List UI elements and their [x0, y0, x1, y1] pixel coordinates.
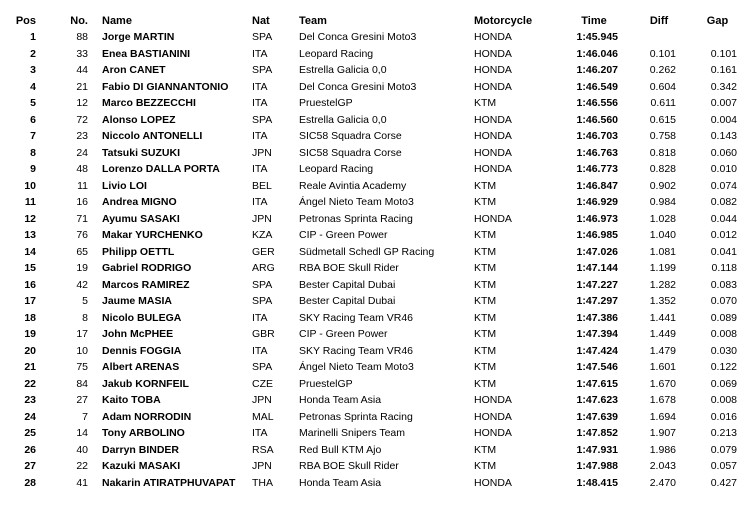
cell-team: RBA BOE Skull Rider [299, 460, 399, 473]
cell-team: PruestelGP [299, 97, 353, 110]
cell-time: 1:47.394 [576, 328, 618, 341]
cell-motorcycle: KTM [474, 196, 497, 209]
cell-gap: 0.041 [710, 245, 737, 258]
table-row [0, 161, 745, 178]
cell-diff: 1.352 [649, 295, 676, 308]
cell-motorcycle: KTM [474, 295, 497, 308]
cell-team: Leopard Racing [299, 47, 374, 60]
cell-diff: 0.818 [649, 146, 676, 159]
table-row [0, 442, 745, 459]
cell-name: Enea BASTIANINI [102, 47, 191, 60]
cell-no: 17 [76, 328, 88, 341]
table-row [0, 145, 745, 162]
table-row [0, 29, 745, 46]
cell-time: 1:48.415 [576, 476, 618, 489]
cell-team: Marinelli Snipers Team [299, 427, 406, 440]
cell-pos: 22 [24, 377, 36, 390]
cell-nat: ITA [252, 344, 268, 357]
cell-diff: 1.670 [649, 377, 676, 390]
cell-no: 65 [76, 245, 88, 258]
cell-pos: 12 [24, 212, 36, 225]
table-row [0, 244, 745, 261]
cell-gap: 0.016 [710, 410, 737, 423]
cell-time: 1:47.386 [576, 311, 618, 324]
cell-diff: 0.101 [649, 47, 676, 60]
cell-motorcycle: KTM [474, 229, 497, 242]
cell-team: Del Conca Gresini Moto3 [299, 31, 417, 44]
cell-pos: 28 [24, 476, 36, 489]
cell-nat: GER [252, 245, 275, 258]
table-row [0, 112, 745, 129]
cell-no: 21 [76, 80, 88, 93]
cell-team: Red Bull KTM Ajo [299, 443, 382, 456]
cell-pos: 24 [24, 410, 36, 423]
cell-nat: ITA [252, 47, 268, 60]
cell-time: 1:47.424 [576, 344, 618, 357]
cell-time: 1:46.046 [576, 47, 618, 60]
cell-time: 1:46.763 [576, 146, 618, 159]
cell-team: Estrella Galicia 0,0 [299, 64, 387, 77]
cell-motorcycle: HONDA [474, 427, 512, 440]
cell-nat: MAL [252, 410, 274, 423]
cell-diff: 1.907 [649, 427, 676, 440]
cell-pos: 8 [30, 146, 36, 159]
cell-pos: 27 [24, 460, 36, 473]
cell-motorcycle: HONDA [474, 212, 512, 225]
cell-name: Darryn BINDER [102, 443, 180, 456]
cell-motorcycle: HONDA [474, 476, 512, 489]
cell-nat: ITA [252, 130, 268, 143]
cell-diff: 1.678 [649, 394, 676, 407]
cell-no: 75 [76, 361, 88, 374]
cell-team: PruestelGP [299, 377, 353, 390]
cell-nat: ITA [252, 311, 268, 324]
cell-nat: SPA [252, 361, 273, 374]
cell-no: 23 [76, 130, 88, 143]
header-team: Team [299, 14, 327, 27]
results-table [0, 12, 745, 491]
table-row [0, 392, 745, 409]
table-row [0, 409, 745, 426]
cell-pos: 10 [24, 179, 36, 192]
table-row [0, 227, 745, 244]
cell-pos: 13 [24, 229, 36, 242]
cell-no: 44 [76, 64, 88, 77]
cell-no: 84 [76, 377, 88, 390]
cell-nat: GBR [252, 328, 275, 341]
header-row [0, 12, 745, 29]
cell-gap: 0.213 [710, 427, 737, 440]
cell-name: Tatsuki SUZUKI [102, 146, 180, 159]
cell-time: 1:46.973 [576, 212, 618, 225]
cell-diff: 1.694 [649, 410, 676, 423]
cell-motorcycle: HONDA [474, 146, 512, 159]
cell-time: 1:47.852 [576, 427, 618, 440]
cell-no: 7 [82, 410, 88, 423]
cell-diff: 2.043 [649, 460, 676, 473]
cell-time: 1:47.639 [576, 410, 618, 423]
cell-time: 1:47.623 [576, 394, 618, 407]
cell-gap: 0.074 [710, 179, 737, 192]
cell-no: 41 [76, 476, 88, 489]
cell-nat: SPA [252, 31, 273, 44]
cell-pos: 25 [24, 427, 36, 440]
cell-nat: ITA [252, 196, 268, 209]
cell-name: John McPHEE [102, 328, 174, 341]
cell-nat: KZA [252, 229, 273, 242]
cell-pos: 20 [24, 344, 36, 357]
cell-pos: 3 [30, 64, 36, 77]
cell-no: 48 [76, 163, 88, 176]
cell-diff: 1.441 [649, 311, 676, 324]
cell-team: SKY Racing Team VR46 [299, 311, 414, 324]
cell-no: 16 [76, 196, 88, 209]
cell-no: 71 [76, 212, 88, 225]
cell-gap: 0.079 [710, 443, 737, 456]
cell-pos: 6 [30, 113, 36, 126]
cell-motorcycle: HONDA [474, 163, 512, 176]
cell-gap: 0.427 [710, 476, 737, 489]
table-row [0, 79, 745, 96]
cell-motorcycle: KTM [474, 262, 497, 275]
cell-time: 1:47.546 [576, 361, 618, 374]
cell-motorcycle: KTM [474, 443, 497, 456]
cell-team: Del Conca Gresini Moto3 [299, 80, 417, 93]
cell-time: 1:46.556 [576, 97, 618, 110]
cell-no: 22 [76, 460, 88, 473]
cell-team: Estrella Galicia 0,0 [299, 113, 387, 126]
cell-no: 8 [82, 311, 88, 324]
table-row [0, 178, 745, 195]
cell-name: Marcos RAMIREZ [102, 278, 190, 291]
cell-nat: SPA [252, 278, 273, 291]
cell-name: Andrea MIGNO [102, 196, 177, 209]
cell-name: Livio LOI [102, 179, 147, 192]
cell-time: 1:47.931 [576, 443, 618, 456]
header-no: No. [70, 14, 88, 27]
cell-no: 42 [76, 278, 88, 291]
cell-no: 19 [76, 262, 88, 275]
cell-motorcycle: KTM [474, 311, 497, 324]
cell-nat: JPN [252, 460, 272, 473]
cell-no: 27 [76, 394, 88, 407]
cell-name: Nakarin ATIRATPHUVAPAT [102, 476, 236, 489]
cell-team: Petronas Sprinta Racing [299, 212, 413, 225]
cell-diff: 1.040 [649, 229, 676, 242]
cell-name: Kazuki MASAKI [102, 460, 181, 473]
cell-gap [688, 29, 745, 46]
cell-team: RBA BOE Skull Rider [299, 262, 399, 275]
cell-gap: 0.118 [711, 262, 737, 275]
cell-team: SKY Racing Team VR46 [299, 344, 414, 357]
cell-motorcycle: HONDA [474, 130, 512, 143]
cell-pos: 23 [24, 394, 36, 407]
table-row [0, 194, 745, 211]
header-motorcycle: Motorcycle [474, 14, 533, 27]
cell-time: 1:45.945 [576, 31, 618, 44]
cell-name: Marco BEZZECCHI [102, 97, 196, 110]
table-row [0, 310, 745, 327]
cell-pos: 26 [24, 443, 36, 456]
cell-name: Ayumu SASAKI [102, 212, 180, 225]
cell-gap: 0.004 [710, 113, 737, 126]
cell-nat: JPN [252, 212, 272, 225]
cell-nat: CZE [252, 377, 273, 390]
results-header [0, 12, 745, 29]
cell-gap: 0.060 [710, 146, 737, 159]
cell-pos: 4 [30, 80, 36, 93]
cell-time: 1:47.988 [576, 460, 618, 473]
cell-gap: 0.101 [710, 47, 737, 60]
header-gap: Gap [706, 14, 729, 27]
cell-team: Honda Team Asia [299, 476, 382, 489]
cell-pos: 14 [24, 245, 36, 258]
cell-motorcycle: KTM [474, 344, 497, 357]
cell-nat: JPN [252, 146, 272, 159]
cell-no: 40 [76, 443, 88, 456]
cell-time: 1:46.929 [576, 196, 618, 209]
cell-team: Bester Capital Dubai [299, 278, 396, 291]
table-row [0, 326, 745, 343]
cell-time: 1:47.227 [576, 278, 618, 291]
cell-team: Reale Avintia Academy [299, 179, 407, 192]
cell-pos: 2 [30, 47, 36, 60]
cell-pos: 16 [24, 278, 36, 291]
cell-name: Makar YURCHENKO [102, 229, 203, 242]
cell-diff: 0.604 [649, 80, 676, 93]
cell-motorcycle: HONDA [474, 394, 512, 407]
cell-gap: 0.012 [710, 229, 737, 242]
cell-nat: JPN [252, 394, 272, 407]
cell-team: CIP - Green Power [299, 328, 388, 341]
table-row [0, 46, 745, 63]
cell-team: Südmetall Schedl GP Racing [299, 245, 435, 258]
cell-nat: SPA [252, 64, 273, 77]
cell-nat: ITA [252, 427, 268, 440]
cell-motorcycle: HONDA [474, 47, 512, 60]
cell-diff: 1.986 [649, 443, 676, 456]
table-row [0, 359, 745, 376]
cell-no: 88 [76, 31, 88, 44]
cell-time: 1:46.985 [576, 229, 618, 242]
cell-diff: 1.449 [649, 328, 676, 341]
cell-gap: 0.007 [710, 97, 737, 110]
table-row [0, 293, 745, 310]
cell-nat: BEL [252, 179, 272, 192]
cell-diff: 0.902 [649, 179, 676, 192]
cell-motorcycle: HONDA [474, 80, 512, 93]
cell-name: Adam NORRODIN [102, 410, 192, 423]
cell-nat: RSA [252, 443, 274, 456]
cell-team: SIC58 Squadra Corse [299, 130, 402, 143]
table-row [0, 95, 745, 112]
table-row [0, 376, 745, 393]
table-row [0, 128, 745, 145]
cell-nat: SPA [252, 113, 273, 126]
cell-motorcycle: HONDA [474, 113, 512, 126]
cell-pos: 11 [24, 196, 36, 209]
cell-no: 33 [76, 47, 88, 60]
cell-pos: 1 [30, 31, 36, 44]
cell-name: Jaume MASIA [102, 295, 173, 308]
cell-diff: 0.262 [649, 64, 676, 77]
cell-team: SIC58 Squadra Corse [299, 146, 402, 159]
cell-nat: THA [252, 476, 273, 489]
table-row [0, 211, 745, 228]
cell-gap: 0.342 [710, 80, 737, 93]
cell-gap: 0.082 [710, 196, 737, 209]
cell-team: CIP - Green Power [299, 229, 388, 242]
cell-motorcycle: KTM [474, 179, 497, 192]
cell-diff: 1.081 [649, 245, 676, 258]
cell-time: 1:47.615 [576, 377, 618, 390]
cell-name: Albert ARENAS [102, 361, 180, 374]
cell-name: Jakub KORNFEIL [102, 377, 189, 390]
header-diff: Diff [649, 14, 669, 27]
cell-pos: 21 [24, 361, 36, 374]
cell-nat: SPA [252, 295, 273, 308]
cell-diff: 1.601 [649, 361, 676, 374]
cell-gap: 0.030 [710, 344, 737, 357]
cell-name: Nicolo BULEGA [102, 311, 182, 324]
table-row [0, 475, 745, 492]
cell-nat: ITA [252, 97, 268, 110]
cell-diff: 1.028 [649, 212, 676, 225]
cell-name: Dennis FOGGIA [102, 344, 182, 357]
cell-name: Gabriel RODRIGO [102, 262, 192, 275]
cell-no: 24 [76, 146, 88, 159]
cell-team: Bester Capital Dubai [299, 295, 396, 308]
cell-motorcycle: KTM [474, 97, 497, 110]
table-row [0, 458, 745, 475]
cell-no: 10 [76, 344, 88, 357]
table-row [0, 343, 745, 360]
cell-diff [630, 29, 688, 46]
cell-gap: 0.143 [710, 130, 737, 143]
cell-no: 11 [77, 179, 88, 192]
cell-name: Jorge MARTIN [102, 31, 175, 44]
cell-pos: 5 [30, 97, 36, 110]
cell-time: 1:46.560 [576, 113, 618, 126]
cell-time: 1:46.847 [576, 179, 618, 192]
cell-motorcycle: HONDA [474, 64, 512, 77]
cell-diff: 0.615 [649, 113, 676, 126]
cell-diff: 0.828 [649, 163, 676, 176]
cell-gap: 0.008 [710, 328, 737, 341]
cell-name: Aron CANET [102, 64, 166, 77]
cell-motorcycle: KTM [474, 361, 497, 374]
cell-motorcycle: KTM [474, 278, 497, 291]
cell-motorcycle: KTM [474, 377, 497, 390]
cell-name: Alonso LOPEZ [102, 113, 176, 126]
table-row [0, 277, 745, 294]
header-pos: Pos [15, 14, 36, 27]
cell-time: 1:46.703 [576, 130, 618, 143]
cell-name: Niccolo ANTONELLI [102, 130, 203, 143]
cell-team: Ángel Nieto Team Moto3 [299, 196, 414, 209]
cell-name: Philipp OETTL [102, 245, 175, 258]
cell-time: 1:46.549 [576, 80, 618, 93]
header-name: Name [102, 14, 132, 27]
cell-gap: 0.057 [710, 460, 737, 473]
cell-gap: 0.161 [710, 64, 737, 77]
cell-time: 1:47.026 [576, 245, 618, 258]
cell-time: 1:46.773 [576, 163, 618, 176]
cell-no: 72 [76, 113, 88, 126]
header-nat: Nat [252, 14, 270, 27]
cell-name: Fabio DI GIANNANTONIO [102, 80, 229, 93]
cell-team: Leopard Racing [299, 163, 374, 176]
cell-motorcycle: HONDA [474, 410, 512, 423]
cell-gap: 0.008 [710, 394, 737, 407]
cell-pos: 19 [24, 328, 36, 341]
cell-diff: 0.611 [650, 97, 676, 110]
cell-gap: 0.122 [710, 361, 737, 374]
cell-diff: 1.282 [649, 278, 676, 291]
cell-pos: 15 [24, 262, 36, 275]
cell-no: 5 [82, 295, 88, 308]
table-row [0, 62, 745, 79]
cell-diff: 2.470 [649, 476, 676, 489]
cell-no: 14 [76, 427, 88, 440]
cell-motorcycle: HONDA [474, 31, 512, 44]
cell-name: Lorenzo DALLA PORTA [102, 163, 220, 176]
cell-pos: 17 [24, 295, 36, 308]
cell-gap: 0.070 [710, 295, 737, 308]
cell-nat: ITA [252, 80, 268, 93]
cell-time: 1:47.144 [576, 262, 618, 275]
cell-diff: 1.199 [649, 262, 676, 275]
cell-team: Honda Team Asia [299, 394, 382, 407]
table-row [0, 260, 745, 277]
results-body [0, 29, 745, 491]
cell-gap: 0.044 [710, 212, 737, 225]
cell-no: 12 [76, 97, 88, 110]
cell-team: Ángel Nieto Team Moto3 [299, 361, 414, 374]
table-row [0, 425, 745, 442]
cell-pos: 18 [24, 311, 36, 324]
header-time: Time [581, 14, 607, 27]
cell-diff: 0.984 [649, 196, 676, 209]
cell-name: Kaito TOBA [102, 394, 161, 407]
cell-motorcycle: KTM [474, 328, 497, 341]
cell-nat: ARG [252, 262, 275, 275]
cell-time: 1:47.297 [576, 295, 618, 308]
cell-gap: 0.083 [710, 278, 737, 291]
cell-nat: ITA [252, 163, 268, 176]
cell-no: 76 [76, 229, 88, 242]
cell-diff: 1.479 [649, 344, 676, 357]
cell-pos: 7 [30, 130, 36, 143]
cell-gap: 0.069 [710, 377, 737, 390]
cell-time: 1:46.207 [576, 64, 618, 77]
cell-motorcycle: KTM [474, 460, 497, 473]
cell-gap: 0.010 [710, 163, 737, 176]
cell-team: Petronas Sprinta Racing [299, 410, 413, 423]
cell-diff: 0.758 [649, 130, 676, 143]
cell-name: Tony ARBOLINO [102, 427, 185, 440]
cell-gap: 0.089 [710, 311, 737, 324]
cell-motorcycle: KTM [474, 245, 497, 258]
cell-pos: 9 [30, 163, 36, 176]
